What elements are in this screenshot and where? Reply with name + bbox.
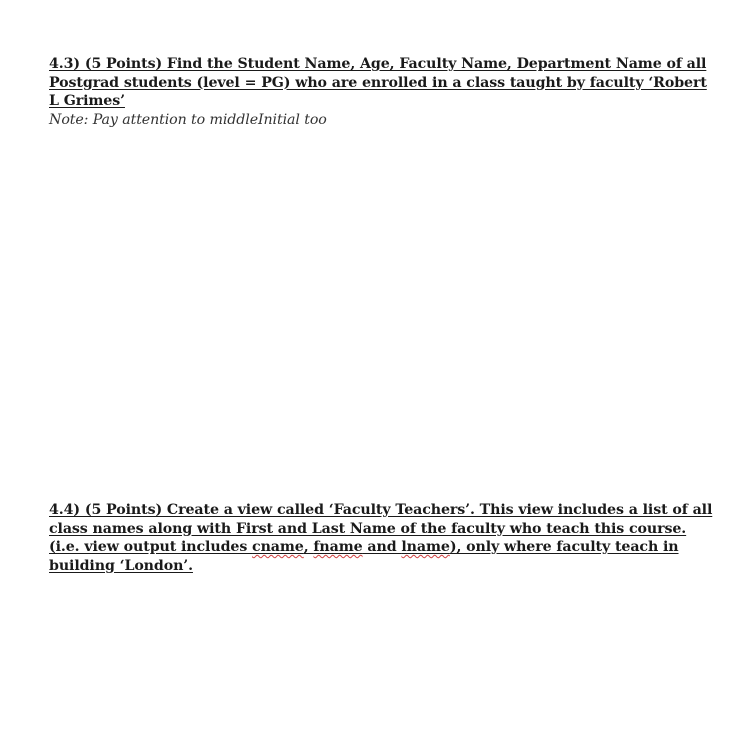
question-4-4-text: 4.4) (5 Points) Create a view called ‘Faculty Teachers’. This view includes a list of all class names along with First and Last Name of the faculty who teach this course. (i.e. view output includes [49,502,713,555]
separator: , [303,539,314,555]
question-4-3-note: Note: Pay attention to middleInitial too [49,112,327,128]
spellcheck-word-cname: cname [252,539,304,555]
separator: and [362,539,402,555]
question-4-3: 4.3) (5 Points) Find the Student Name, Age, Faculty Name, Department Name of all Postgrad students (level = PG) who are enrolled in a class taught by faculty ‘Robert L Grimes’ [49,56,707,109]
spellcheck-word-fname: fname [313,539,363,555]
question-4-4-text-end: ), only where faculty teach in building ‘London’. [49,539,679,574]
question-4-4 [49,501,721,575]
spellcheck-word-lname: lname [401,539,450,555]
